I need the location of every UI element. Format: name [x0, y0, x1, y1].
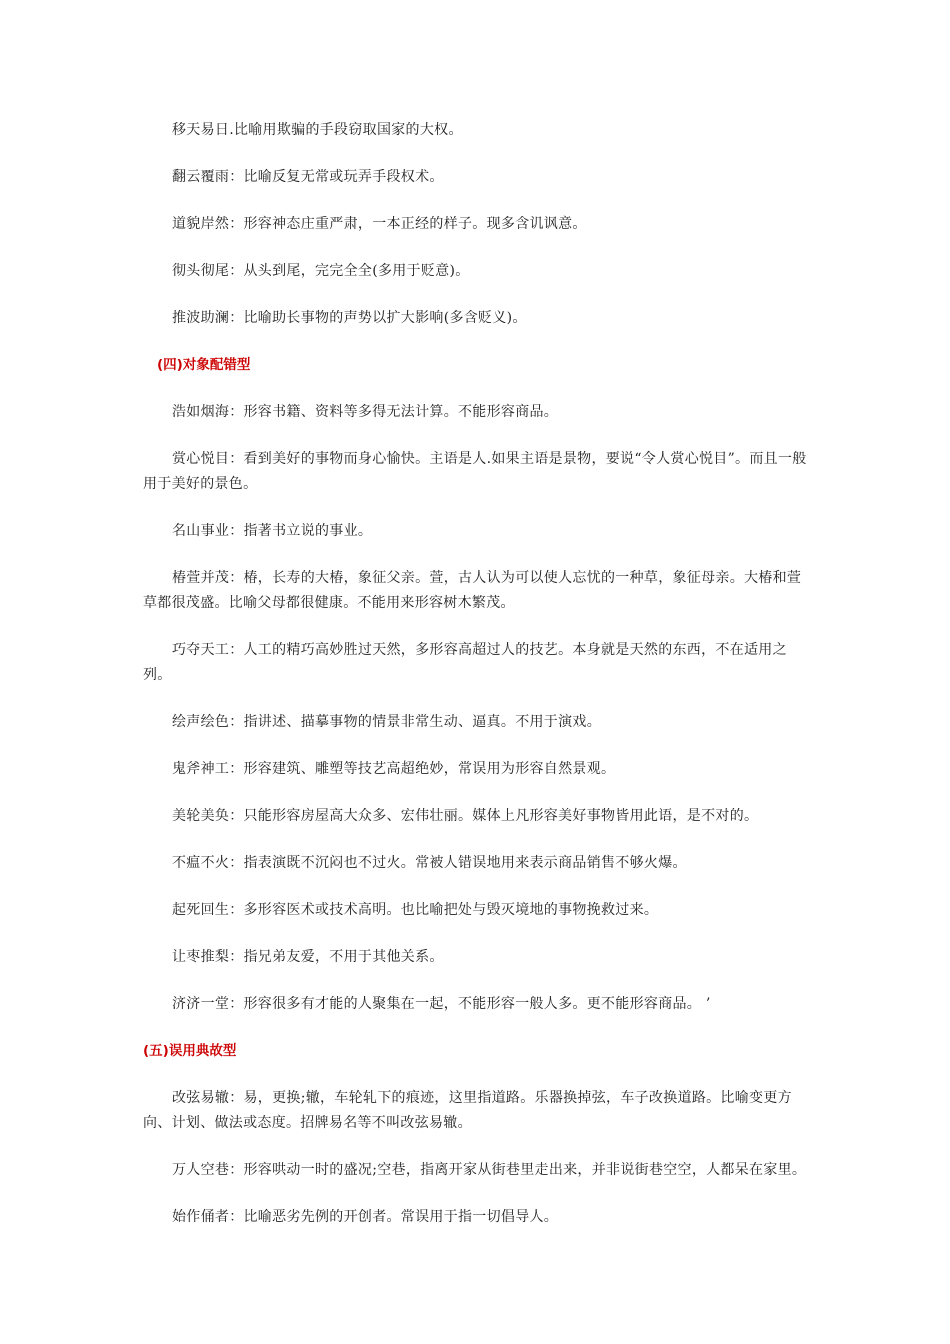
idiom-entry: 起死回生：多形容医术或技术高明。也比喻把处与毁灭境地的事物挽救过来。: [172, 902, 659, 918]
idiom-entry: 绘声绘色：指讲述、描摹事物的情景非常生动、逼真。不用于演戏。: [172, 714, 601, 730]
idiom-entry: 巧夺天工：人工的精巧高妙胜过天然，多形容高超过人的技艺。本身就是天然的东西，不在适用之列。: [143, 642, 787, 683]
idiom-entry: 美轮美奂：只能形容房屋高大众多、宏伟壮丽。媒体上凡形容美好事物皆用此语，是不对的。: [172, 808, 759, 824]
idiom-entry: 翻云覆雨：比喻反复无常或玩弄手段权术。: [172, 169, 444, 185]
idiom-entry: 济济一堂：形容很多有才能的人聚集在一起，不能形容一般人多。更不能形容商品。 ’: [172, 996, 711, 1012]
idiom-entry: 彻头彻尾：从头到尾，完完全全(多用于贬意)。: [172, 263, 470, 279]
idiom-entry: 鬼斧神工：形容建筑、雕塑等技艺高超绝妙，常误用为形容自然景观。: [172, 761, 616, 777]
idiom-entry: 不瘟不火：指表演既不沉闷也不过火。常被人错误地用来表示商品销售不够火爆。: [172, 855, 687, 871]
idiom-entry: 浩如烟海：形容书籍、资料等多得无法计算。不能形容商品。: [172, 404, 559, 420]
idiom-entry: 赏心悦目：看到美好的事物而身心愉快。主语是人.如果主语是景物，要说“令人赏心悦目”。而且一般用于美好的景色。: [143, 451, 807, 492]
idiom-entry: 名山事业：指著书立说的事业。: [172, 523, 373, 539]
idiom-entry: 改弦易辙：易，更换;辙，车轮轧下的痕迹，这里指道路。乐器换掉弦，车子改换道路。比喻变更方向、计划、做法或态度。招牌易名等不叫改弦易辙。: [143, 1090, 792, 1131]
section-heading: (四)对象配错型: [157, 357, 251, 373]
document-page: [143, 118, 813, 1252]
idiom-entry: 道貌岸然：形容神态庄重严肃，一本正经的样子。现多含讥讽意。: [172, 216, 587, 232]
section-heading: (五)误用典故型: [143, 1043, 237, 1059]
idiom-entry: 移天易日.比喻用欺骗的手段窃取国家的大权。: [172, 122, 463, 138]
idiom-entry: 椿萱并茂：椿，长寿的大椿，象征父亲。萱，古人认为可以使人忘忧的一种草，象征母亲。大椿和萱草都很茂盛。比喻父母都很健康。不能用来形容树木繁茂。: [143, 570, 802, 611]
idiom-entry: 始作俑者：比喻恶劣先例的开创者。常误用于指一切倡导人。: [172, 1209, 559, 1225]
idiom-entry: 万人空巷：形容哄动一时的盛况;空巷，指离开家从街巷里走出来，并非说街巷空空，人都呆在家里。: [172, 1162, 807, 1178]
idiom-entry: 推波助澜：比喻助长事物的声势以扩大影响(多含贬义)。: [172, 310, 527, 326]
idiom-entry: 让枣推梨：指兄弟友爱，不用于其他关系。: [172, 949, 444, 965]
